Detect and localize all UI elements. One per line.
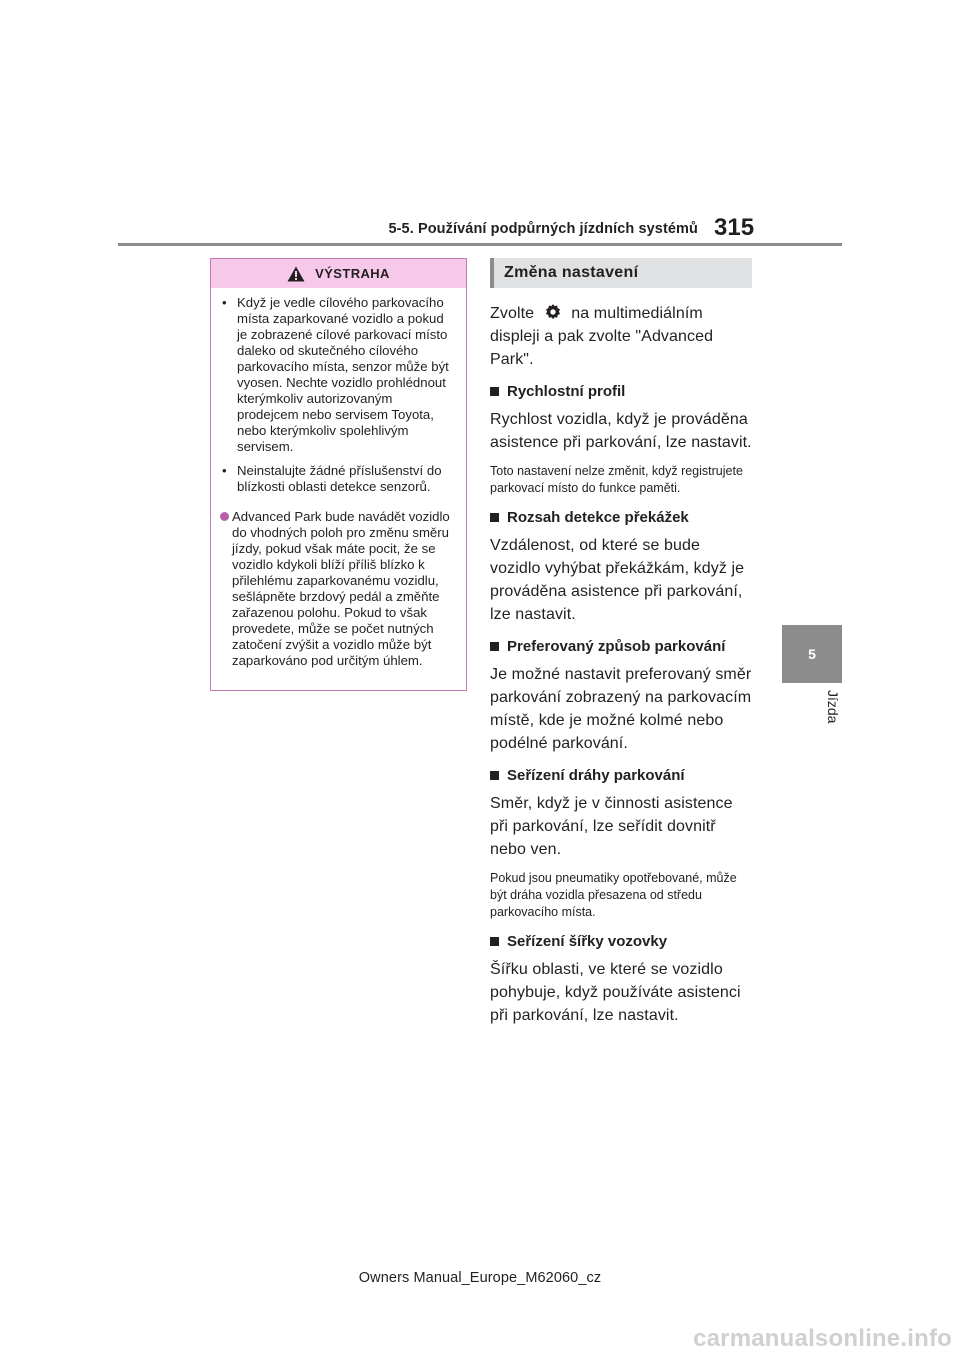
- square-bullet-icon: [490, 513, 499, 522]
- gear-icon: [544, 303, 562, 321]
- setting-heading: Seřízení dráhy parkování: [490, 767, 752, 784]
- settings-section-title: Změna nastavení: [490, 258, 752, 288]
- footer-text: Owners Manual_Europe_M62060_cz: [358, 1270, 602, 1286]
- circle-bullet-icon: [220, 512, 229, 521]
- setting-heading: Preferovaný způsob parkování: [490, 638, 752, 655]
- square-bullet-icon: [490, 937, 499, 946]
- setting-text: Vzdálenost, od které se bude vozidlo vyhýbat překážkám, když je prováděna asistence při parkování, lze nastavit.: [490, 537, 745, 623]
- setting-heading: Rychlostní profil: [490, 383, 752, 400]
- square-bullet-icon: [490, 387, 499, 396]
- warning-box: [210, 258, 467, 691]
- section-title: 5-5. Používání podpůrných jízdních systémů: [388, 221, 698, 237]
- settings-intro: Zvolte na multimediálním displeji a pak zvolte "Advanced Park".: [490, 305, 714, 368]
- header-rule: [118, 243, 842, 246]
- chapter-number: 5: [808, 646, 816, 662]
- setting-heading: Seřízení šířky vozovky: [490, 933, 752, 950]
- setting-text: Rychlost vozidla, když je prováděna asistence při parkování, lze nastavit.: [490, 411, 752, 451]
- setting-text: Směr, když je v činnosti asistence při parkování, lze seřídit dovnitř nebo ven.: [490, 795, 733, 858]
- setting-text: Šířku oblasti, ve které se vozidlo pohybuje, když používáte asistenci při parkování, lze nastavit.: [490, 961, 741, 1024]
- square-bullet-icon: [490, 642, 499, 651]
- watermark[interactable]: carmanualsonline.info: [693, 1325, 952, 1352]
- chapter-tab[interactable]: [782, 625, 842, 683]
- warning-body: [211, 288, 466, 669]
- warning-triangle-icon: [287, 266, 305, 282]
- warning-bullet-text: Neinstalujte žádné příslušenství do blízkosti oblasti detekce senzorů.: [237, 463, 442, 494]
- setting-note: Pokud jsou pneumatiky opotřebované, může být dráha vozidla přesazena od středu parkovacího místa.: [490, 871, 737, 919]
- warning-circle-text: Advanced Park bude navádět vozidlo do vhodných poloh pro změnu směru jízdy, pokud však máte pocit, že se vozidlo kdykoli blíží příliš blízko k přilehlému zaparkovanému vozidlu, sešlápněte brzdový pedál a změňte zařazenou polohu. Pokud to však provedete, může se počet nutných zatočení zvýšit a vozidlo může být zaparkováno pod určitým úhlem.: [232, 509, 450, 668]
- setting-heading: Rozsah detekce překážek: [490, 509, 752, 526]
- warning-bullet: • Neinstalujte žádné příslušenství do blízkosti oblasti detekce senzorů.: [222, 463, 442, 494]
- warning-bullet-text: Když je vedle cílového parkovacího místa zaparkované vozidlo a pokud je zobrazené cílové parkovací místo daleko od skutečného cílového parkovacího místa, senzor může být vyosen. Nechte vozidlo prohlédnout kterýmkoliv autorizovaným prodejcem nebo servisem Toyota, nebo kterýmkoliv spolehlivým servisem.: [237, 295, 449, 454]
- warning-bullet: • Když je vedle cílového parkovacího místa zaparkované vozidlo a pokud je zobrazené cílové parkovací místo daleko od skutečného cílového parkovacího místa, senzor může být vyosen. Nechte vozidlo prohlédnout kterýmkoliv autorizovaným prodejcem nebo servisem Toyota, nebo kterýmkoliv spolehlivým servisem.: [222, 295, 449, 454]
- setting-note: Toto nastavení nelze změnit, když registrujete parkovací místo do funkce paměti.: [490, 464, 743, 495]
- chapter-label: Jízda: [825, 690, 841, 724]
- warning-circle-item: [220, 509, 456, 669]
- setting-text: Je možné nastavit preferovaný směr parkování zobrazený na parkovacím místě, kde je možné kolmé nebo podélné parkování.: [490, 666, 752, 752]
- page-number: 315: [714, 214, 755, 241]
- warning-header: [211, 259, 466, 288]
- warning-title: VÝSTRAHA: [315, 266, 390, 281]
- settings-column: [490, 258, 752, 1027]
- square-bullet-icon: [490, 771, 499, 780]
